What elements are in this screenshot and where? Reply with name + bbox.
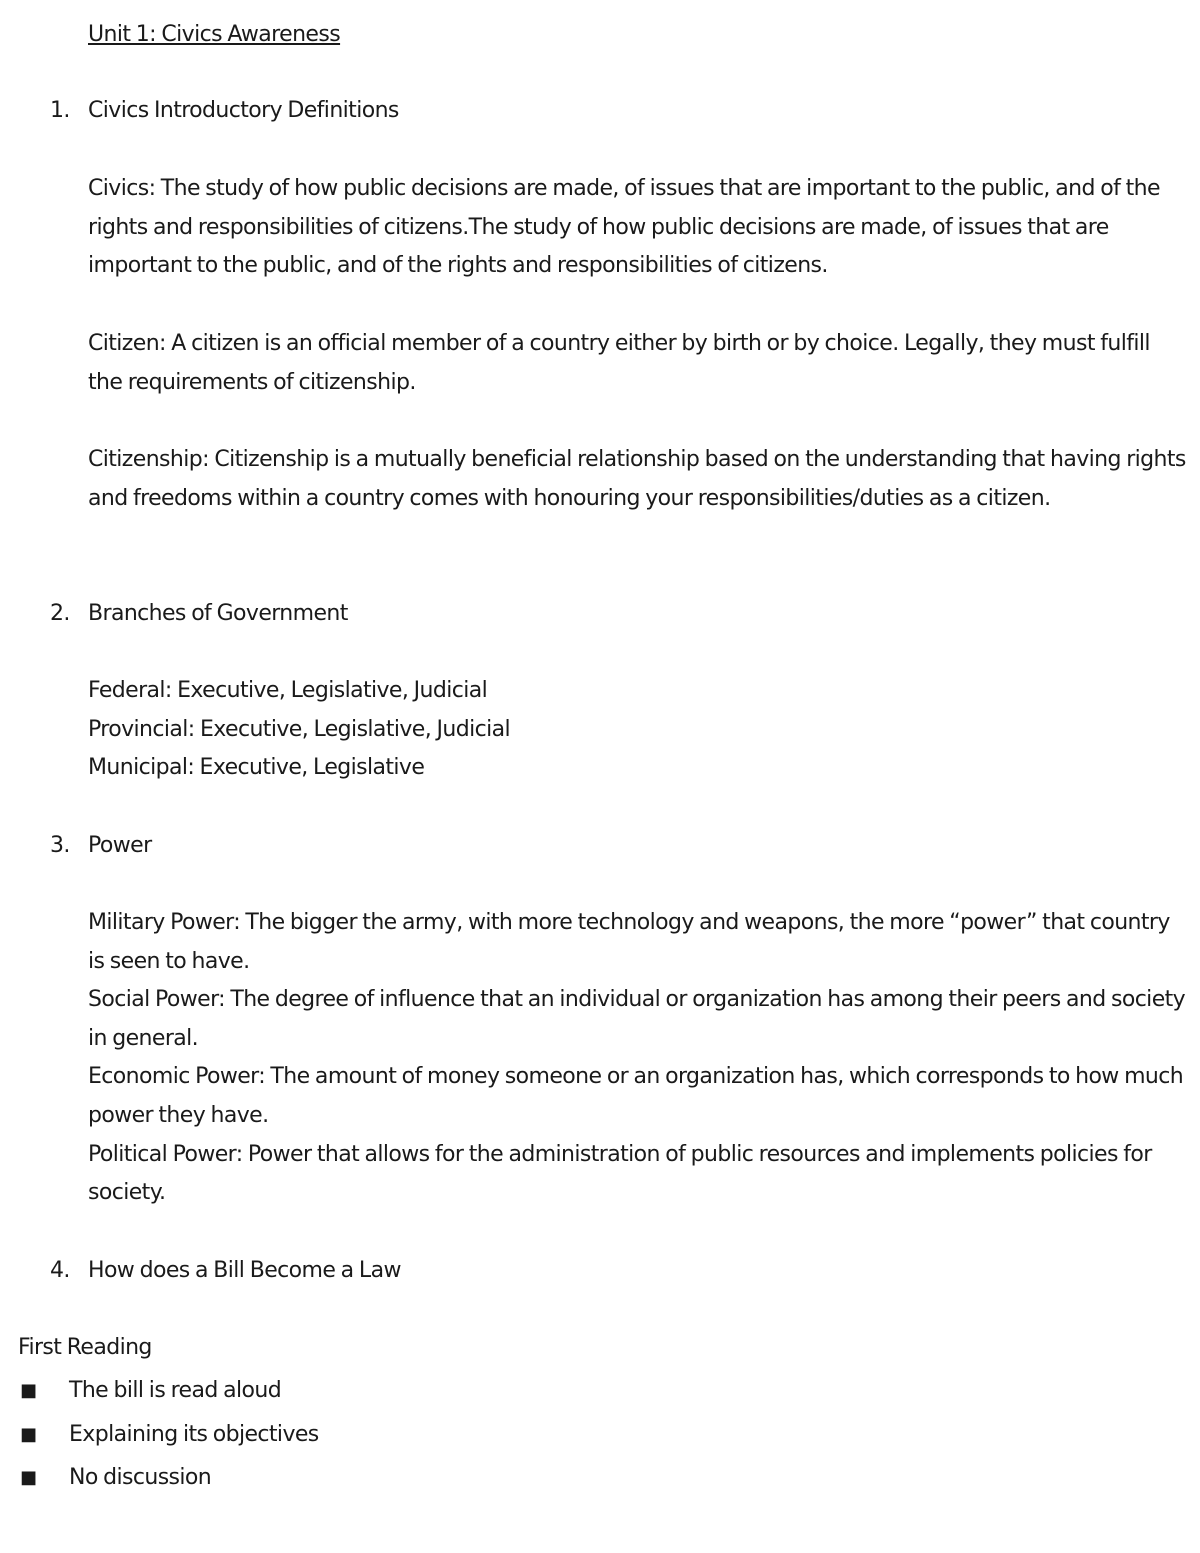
section-number: 4.: [50, 1258, 70, 1283]
list-item-text: The bill is read aloud: [69, 1378, 282, 1403]
square-bullet-icon: ■: [20, 1380, 37, 1401]
list-item-text: No discussion: [69, 1465, 212, 1490]
paragraph: Citizenship: Citizenship is a mutually beneficial relationship based on the understanding that having rights and freedoms within a country comes with honouring your responsibilities/duties as a citizen.: [88, 447, 1186, 511]
list-line: Federal: Executive, Legislative, Judicial: [88, 678, 488, 703]
paragraph: Citizen: A citizen is an official member of a country either by birth or by choice. Legally, they must fulfill the requirements of citizenship.: [88, 331, 1150, 395]
section-number: 3.: [50, 833, 70, 858]
section-title: Civics Introductory Definitions: [88, 98, 399, 123]
list-line: Political Power: Power that allows for the administration of public resources and implements policies for society.: [88, 1141, 1152, 1206]
section-number: 1.: [50, 98, 70, 123]
paragraph: Civics: The study of how public decisions are made, of issues that are important to the public, and of the rights and responsibilities of citizens.The study of how public decisions are made, of issues that are important to the public, and of the rights and responsibilities of citizens.: [88, 176, 1160, 279]
first-reading-heading: First Reading: [18, 1335, 152, 1360]
definition-citizen: [88, 325, 1188, 402]
definition-civics: [88, 170, 1188, 286]
section-title: Power: [88, 833, 152, 858]
first-reading-list: [0, 1376, 1200, 1507]
list-line: Provincial: Executive, Legislative, Judicial: [88, 716, 511, 742]
list-line: Economic Power: The amount of money someone or an organization has, which corresponds to how much power they have.: [88, 1064, 1184, 1128]
definition-citizenship: [88, 441, 1188, 518]
unit-title: Unit 1: Civics Awareness: [88, 22, 341, 47]
list-item: [0, 1376, 1200, 1420]
list-item: [0, 1463, 1200, 1507]
square-bullet-icon: ■: [20, 1467, 37, 1488]
square-bullet-icon: ■: [20, 1423, 37, 1445]
list-line: Military Power: The bigger the army, with more technology and weapons, the more “power” that country is seen to have.: [88, 910, 1170, 974]
power-types-list: [88, 904, 1188, 1213]
list-item: [0, 1420, 1200, 1464]
section-title: Branches of Government: [88, 601, 348, 626]
section-number: 2.: [50, 601, 70, 626]
list-item-text: Explaining its objectives: [69, 1421, 319, 1447]
government-branches-list: [88, 672, 1188, 788]
list-line: Social Power: The degree of influence that an individual or organization has among their peers and society in general.: [88, 987, 1186, 1051]
section-title: How does a Bill Become a Law: [88, 1258, 401, 1283]
list-line: Municipal: Executive, Legislative: [88, 755, 425, 781]
